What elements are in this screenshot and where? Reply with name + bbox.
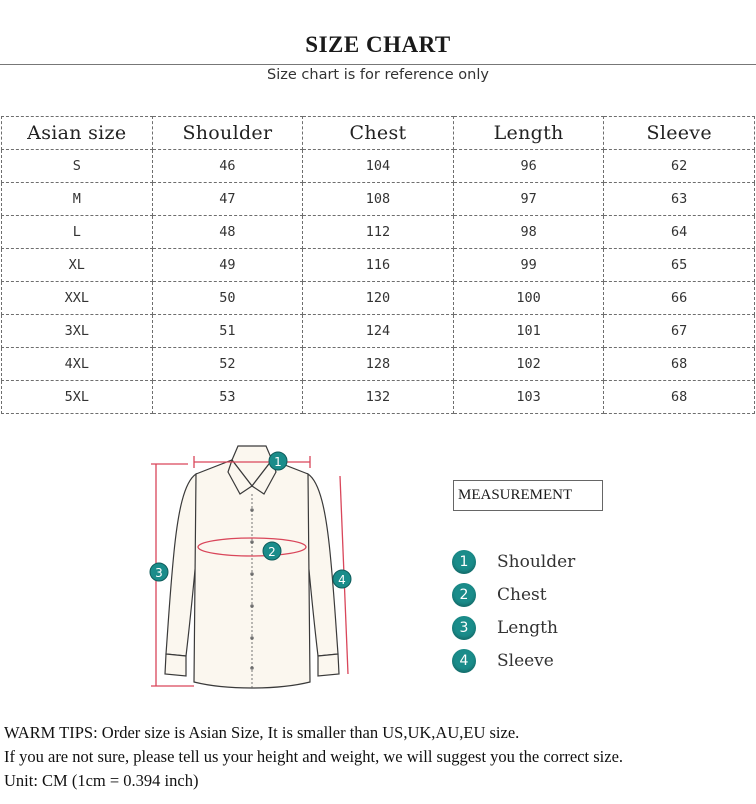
table-cell: 103 <box>453 381 604 414</box>
marker-3-icon <box>150 563 168 581</box>
table-row <box>2 216 755 249</box>
table-cell: XXL <box>2 282 153 315</box>
tips-line: WARM TIPS: Order size is Asian Size, It is smaller than US,UK,AU,EU size. <box>4 723 520 742</box>
table-cell: 124 <box>303 315 454 348</box>
table-cell: 62 <box>604 150 755 183</box>
tips-line: If you are not sure, please tell us your height and weight, we will suggest you the correct size. <box>4 747 624 766</box>
number-4-icon: 4 <box>452 649 476 673</box>
table-cell: S <box>2 150 153 183</box>
table-cell: 98 <box>453 216 604 249</box>
column-header: Shoulder <box>152 117 303 150</box>
table-cell: 101 <box>453 315 604 348</box>
table-cell: 68 <box>604 381 755 414</box>
table-cell: 97 <box>453 183 604 216</box>
table-header-row <box>2 117 755 150</box>
legend-label: Chest <box>497 585 547 605</box>
table-cell: XL <box>2 249 153 282</box>
table-cell: M <box>2 183 153 216</box>
table-row <box>2 249 755 282</box>
table-cell: 47 <box>152 183 303 216</box>
table-cell: 50 <box>152 282 303 315</box>
svg-text:2: 2 <box>268 545 276 559</box>
number-2-icon: 2 <box>452 583 476 607</box>
title-divider <box>0 64 756 65</box>
table-cell: 53 <box>152 381 303 414</box>
legend-label: Length <box>497 618 558 638</box>
legend-label: Sleeve <box>497 651 554 671</box>
table-cell: 4XL <box>2 348 153 381</box>
table-row <box>2 150 755 183</box>
table-cell: 128 <box>303 348 454 381</box>
svg-text:1: 1 <box>274 455 282 469</box>
table-cell: 96 <box>453 150 604 183</box>
table-cell: 52 <box>152 348 303 381</box>
table-cell: 65 <box>604 249 755 282</box>
table-cell: 5XL <box>2 381 153 414</box>
table-cell: 120 <box>303 282 454 315</box>
table-row <box>2 381 755 414</box>
marker-2-icon <box>263 542 281 560</box>
table-cell: 67 <box>604 315 755 348</box>
table-cell: 102 <box>453 348 604 381</box>
column-header: Length <box>453 117 604 150</box>
table-cell: 132 <box>303 381 454 414</box>
table-row <box>2 183 755 216</box>
table-cell: 49 <box>152 249 303 282</box>
table-cell: 112 <box>303 216 454 249</box>
legend-label: Shoulder <box>497 552 576 572</box>
column-header: Chest <box>303 117 454 150</box>
table-cell: 108 <box>303 183 454 216</box>
svg-text:4: 4 <box>338 573 346 587</box>
table-cell: 48 <box>152 216 303 249</box>
table-row <box>2 348 755 381</box>
measurement-heading: MEASUREMENT <box>453 480 603 511</box>
shirt-measurement-diagram <box>148 442 358 692</box>
marker-1-icon <box>269 452 287 470</box>
warm-tips <box>4 721 754 793</box>
table-cell: 51 <box>152 315 303 348</box>
table-cell: 99 <box>453 249 604 282</box>
unit-note: Unit: CM (1cm = 0.394 inch) <box>4 771 199 790</box>
table-cell: 46 <box>152 150 303 183</box>
table-cell: 68 <box>604 348 755 381</box>
page-title: SIZE CHART <box>305 32 451 57</box>
svg-text:3: 3 <box>155 566 163 580</box>
table-cell: 64 <box>604 216 755 249</box>
table-cell: 3XL <box>2 315 153 348</box>
marker-4-icon <box>333 570 351 588</box>
table-cell: 100 <box>453 282 604 315</box>
table-row <box>2 315 755 348</box>
table-row <box>2 282 755 315</box>
column-header: Sleeve <box>604 117 755 150</box>
table-cell: 63 <box>604 183 755 216</box>
page-subtitle: Size chart is for reference only <box>267 67 489 83</box>
table-cell: 104 <box>303 150 454 183</box>
number-1-icon: 1 <box>452 550 476 574</box>
table-cell: L <box>2 216 153 249</box>
column-header: Asian size <box>2 117 153 150</box>
table-cell: 116 <box>303 249 454 282</box>
number-3-icon: 3 <box>452 616 476 640</box>
table-cell: 66 <box>604 282 755 315</box>
size-chart-table <box>1 116 755 414</box>
